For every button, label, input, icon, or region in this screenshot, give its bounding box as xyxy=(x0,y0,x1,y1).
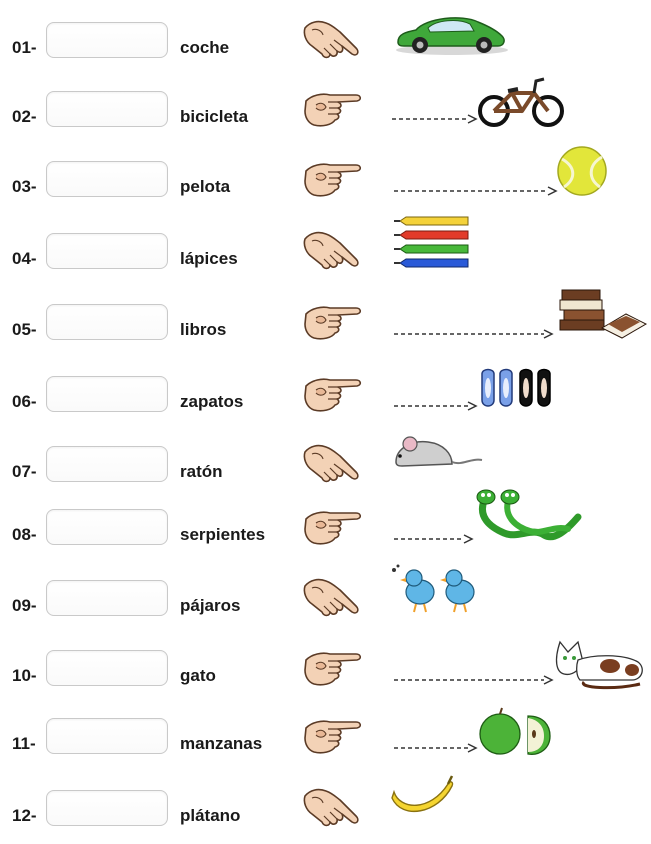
bicycle-icon xyxy=(476,71,566,129)
item-word: plátano xyxy=(180,806,241,825)
item-word: serpientes xyxy=(180,525,266,544)
hand-point-right-icon xyxy=(302,87,364,131)
dashed-arrow-icon xyxy=(394,185,558,197)
answer-input[interactable] xyxy=(46,509,168,545)
item-number: 10- xyxy=(12,666,37,685)
answer-input[interactable] xyxy=(46,304,168,340)
hand-down-icon xyxy=(302,229,364,273)
hand-down-icon xyxy=(302,18,364,62)
answer-input[interactable] xyxy=(46,446,168,482)
item-word: bicicleta xyxy=(180,107,249,126)
item-word: pájaros xyxy=(180,596,241,615)
banana-icon xyxy=(390,774,456,818)
exercise-row xyxy=(0,718,651,772)
item-number: 12- xyxy=(12,806,37,825)
hand-down-icon xyxy=(302,576,364,620)
shoes-icon xyxy=(478,368,558,410)
answer-input[interactable] xyxy=(46,233,168,269)
hand-point-right-icon xyxy=(302,505,364,549)
birds-icon xyxy=(390,562,482,614)
answer-input[interactable] xyxy=(46,161,168,197)
dashed-arrow-icon xyxy=(392,113,478,125)
item-number: 01- xyxy=(12,38,37,57)
answer-input[interactable] xyxy=(46,91,168,127)
dashed-arrow-icon xyxy=(394,674,554,686)
item-number: 06- xyxy=(12,392,37,411)
answer-input[interactable] xyxy=(46,650,168,686)
answer-input[interactable] xyxy=(46,718,168,754)
hand-down-icon xyxy=(302,786,364,830)
item-word: manzanas xyxy=(180,734,263,753)
hand-point-right-icon xyxy=(302,714,364,758)
dashed-arrow-icon xyxy=(394,742,478,754)
item-word: gato xyxy=(180,666,216,685)
exercise-row xyxy=(0,22,651,76)
item-word: ratón xyxy=(180,462,223,481)
answer-input[interactable] xyxy=(46,22,168,58)
answer-input[interactable] xyxy=(46,376,168,412)
item-word: pelota xyxy=(180,177,231,196)
answer-input[interactable] xyxy=(46,790,168,826)
item-number: 07- xyxy=(12,462,37,481)
exercise-row xyxy=(0,376,651,430)
exercise-row xyxy=(0,91,651,145)
cat-icon xyxy=(554,636,648,692)
exercise-row xyxy=(0,233,651,287)
answer-input[interactable] xyxy=(46,580,168,616)
item-number: 02- xyxy=(12,107,37,126)
dashed-arrow-icon xyxy=(394,400,478,412)
exercise-row xyxy=(0,509,651,563)
exercise-row xyxy=(0,304,651,358)
item-number: 04- xyxy=(12,249,37,268)
dashed-arrow-icon xyxy=(394,533,474,545)
dashed-arrow-icon xyxy=(394,328,554,340)
ball-icon xyxy=(556,145,608,197)
snakes-icon xyxy=(474,487,582,549)
item-word: zapatos xyxy=(180,392,244,411)
car-icon xyxy=(392,12,512,56)
exercise-row xyxy=(0,580,651,634)
hand-point-right-icon xyxy=(302,372,364,416)
books-icon xyxy=(556,288,648,344)
pencils-icon xyxy=(392,215,470,273)
hand-down-icon xyxy=(302,442,364,486)
item-word: libros xyxy=(180,320,227,339)
hand-point-right-icon xyxy=(302,300,364,344)
item-number: 05- xyxy=(12,320,37,339)
item-number: 03- xyxy=(12,177,37,196)
item-number: 09- xyxy=(12,596,37,615)
item-number: 11- xyxy=(12,734,36,753)
exercise-row xyxy=(0,790,651,844)
exercise-row xyxy=(0,650,651,704)
mouse-icon xyxy=(388,432,484,476)
hand-point-right-icon xyxy=(302,646,364,690)
hand-point-right-icon xyxy=(302,157,364,201)
item-word: coche xyxy=(180,38,230,57)
apples-icon xyxy=(478,708,552,758)
exercise-row xyxy=(0,161,651,215)
item-number: 08- xyxy=(12,525,37,544)
item-word: lápices xyxy=(180,249,238,268)
